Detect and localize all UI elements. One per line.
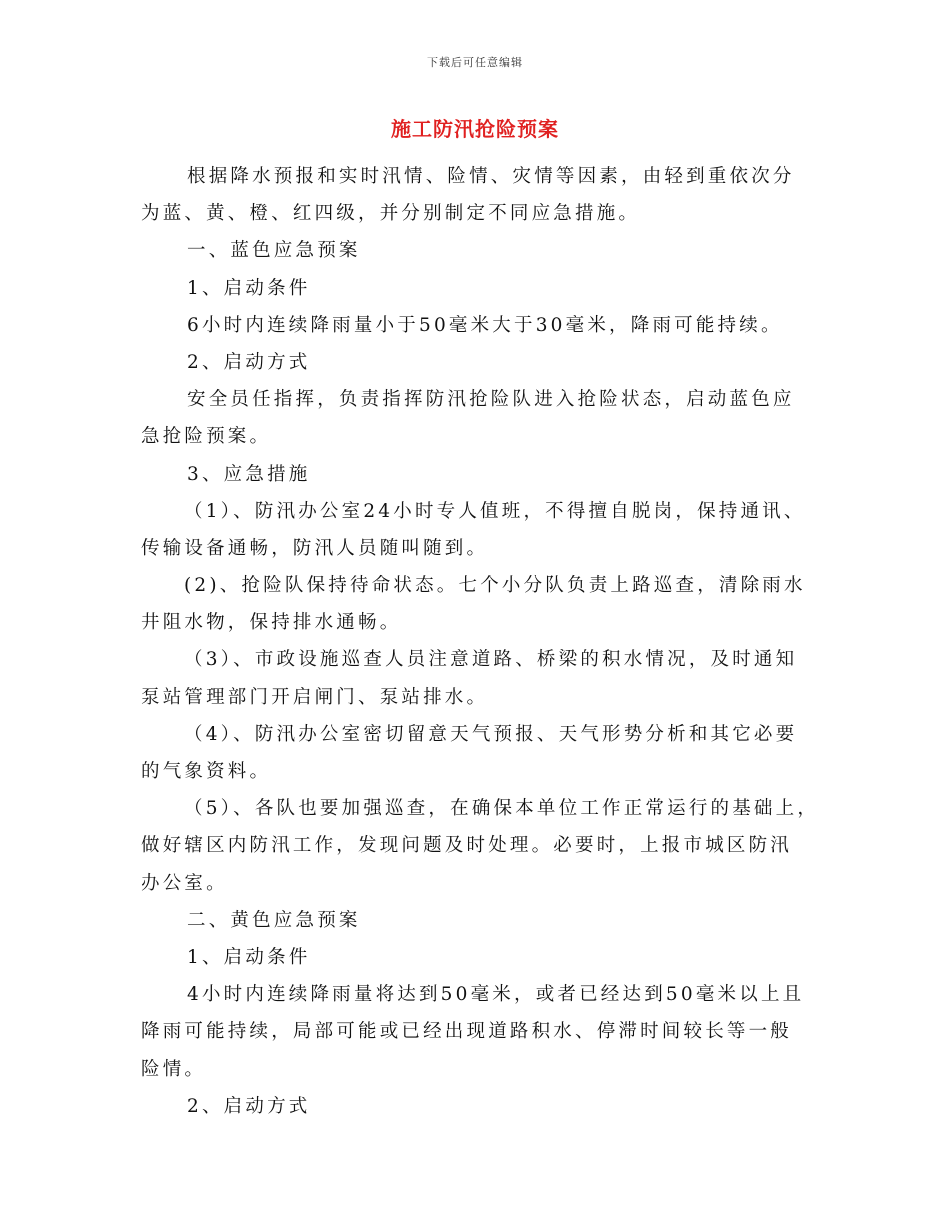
- paragraph-line: 险情。: [141, 1058, 207, 1080]
- list-item-line: 泵站管理部门开启闸门、泵站排水。: [141, 686, 489, 708]
- subsection-heading: 1、启动条件: [187, 277, 311, 299]
- paragraph-line: 急抢险预案。: [141, 426, 272, 448]
- list-item-line: （1）、防汛办公室24小时专人值班，不得擅自脱岗，保持通讯、: [184, 500, 806, 522]
- document-title: 施工防汛抢险预案: [391, 117, 559, 141]
- document-body: [141, 158, 821, 1125]
- paragraph-line: 降雨可能持续，局部可能或已经出现道路积水、停滞时间较长等一般: [141, 1021, 793, 1043]
- list-item-line: （4）、防汛办公室密切留意天气预报、天气形势分析和其它必要: [184, 723, 798, 745]
- paragraph-line: 6小时内连续降雨量小于50毫米大于30毫米，降雨可能持续。: [187, 314, 783, 336]
- paragraph-line: 安全员任指挥，负责指挥防汛抢险队进入抢险状态，启动蓝色应: [187, 389, 795, 411]
- list-item-line: （3）、市政设施巡查人员注意道路、桥梁的积水情况，及时通知: [184, 649, 798, 671]
- subsection-heading: 2、启动方式: [187, 351, 311, 373]
- section-heading: 二、黄色应急预案: [187, 909, 361, 931]
- section-heading: 一、蓝色应急预案: [187, 240, 361, 262]
- header-note: 下载后可任意编辑: [427, 56, 523, 69]
- list-item-line: 井阻水物，保持排水通畅。: [141, 612, 402, 634]
- list-item-line: 办公室。: [141, 872, 228, 894]
- list-item-line: 做好辖区内防汛工作，发现问题及时处理。必要时，上报市城区防汛: [141, 835, 793, 857]
- list-item-line: （5）、各队也要加强巡查，在确保本单位工作正常运行的基础上，: [184, 798, 820, 820]
- paragraph-line: 根据降水预报和实时汛情、险情、灾情等因素，由轻到重依次分: [187, 166, 795, 187]
- paragraph-line: 为蓝、黄、橙、红四级，并分别制定不同应急措施。: [141, 203, 641, 225]
- list-item-line: 传输设备通畅，防汛人员随叫随到。: [141, 537, 489, 559]
- paragraph-line: 4小时内连续降雨量将达到50毫米，或者已经达到50毫米以上且: [187, 984, 805, 1006]
- subsection-heading: 1、启动条件: [187, 946, 311, 968]
- subsection-heading: 3、应急措施: [187, 463, 311, 485]
- subsection-heading: 2、启动方式: [187, 1095, 311, 1117]
- list-item-line: (2)、抢险队保持待命状态。七个小分队负责上路巡查，清除雨水: [184, 575, 806, 597]
- list-item-line: 的气象资料。: [141, 761, 272, 782]
